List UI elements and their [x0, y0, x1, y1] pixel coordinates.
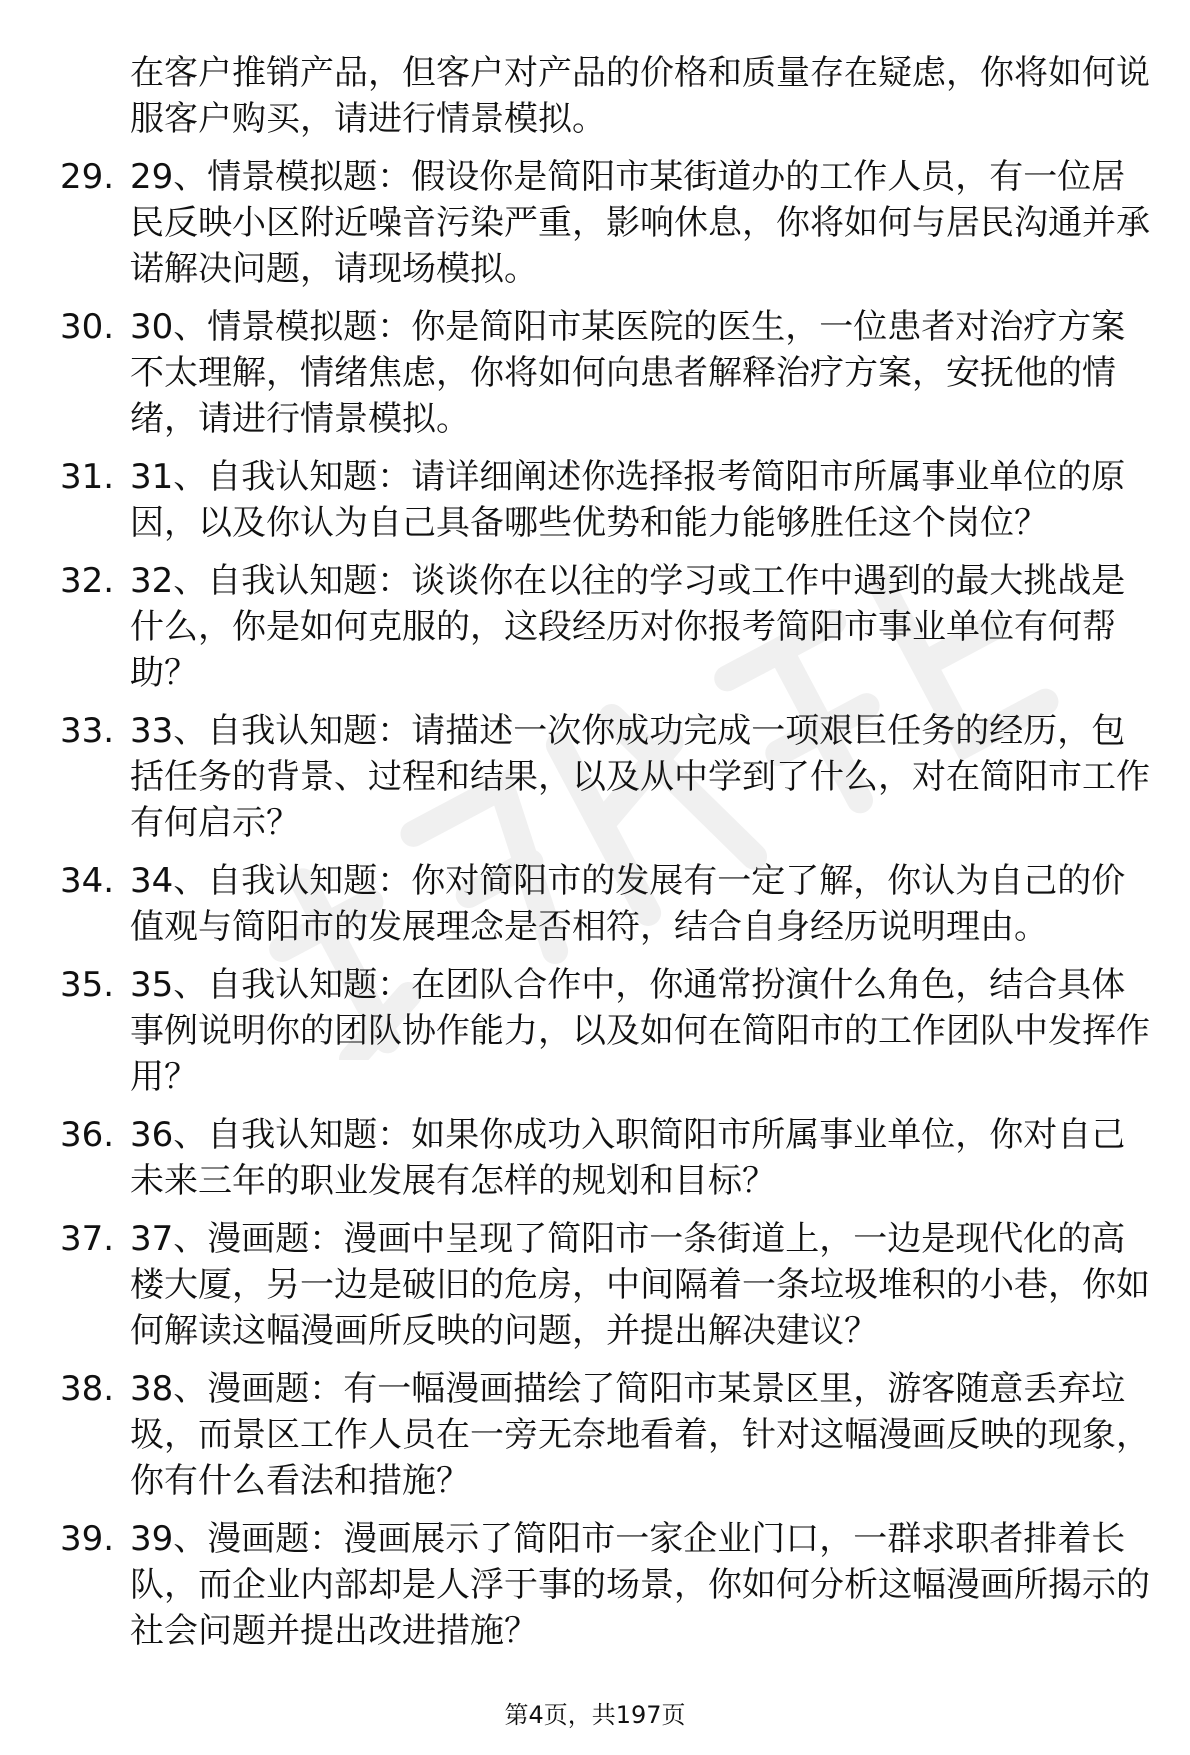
item-number: 39.: [60, 1519, 115, 1559]
list-item: [60, 1112, 1155, 1204]
list-item: [60, 1216, 1155, 1354]
item-text: 33、自我认知题：请描述一次你成功完成一项艰巨任务的经历，包括任务的背景、过程和结果，以及从中学到了什么，对在简阳市工作有何启示？: [130, 711, 1150, 843]
list-item: [60, 558, 1155, 696]
list-item: [60, 454, 1155, 546]
item-text: 31、自我认知题：请详细阐述你选择报考简阳市所属事业单位的原因，以及你认为自己具备哪些优势和能力能够胜任这个岗位？: [130, 457, 1126, 543]
item-number: 37.: [60, 1219, 115, 1259]
continued-question-text: 在客户推销产品，但客户对产品的价格和质量存在疑虑，你将如何说服客户购买，请进行情景模拟。: [130, 53, 1150, 139]
item-number: 35.: [60, 965, 115, 1005]
item-text: 39、漫画题：漫画展示了简阳市一家企业门口，一群求职者排着长队，而企业内部却是人浮于事的场景，你如何分析这幅漫画所揭示的社会问题并提出改进措施？: [130, 1519, 1150, 1651]
list-item: [60, 858, 1155, 950]
item-text: 34、自我认知题：你对简阳市的发展有一定了解，你认为自己的价值观与简阳市的发展理念是否相符，结合自身经历说明理由。: [130, 861, 1126, 947]
item-number: 33.: [60, 711, 115, 751]
item-text: 38、漫画题：有一幅漫画描绘了简阳市某景区里，游客随意丢弃垃圾，而景区工作人员在一旁无奈地看着，针对这幅漫画反映的现象，你有什么看法和措施？: [130, 1369, 1150, 1501]
item-number: 38.: [60, 1369, 115, 1409]
item-number: 32.: [60, 561, 115, 601]
item-number: 34.: [60, 861, 115, 901]
question-list: [60, 50, 1155, 1654]
item-number: 30.: [60, 307, 115, 347]
list-item: [60, 154, 1155, 292]
item-text: 29、情景模拟题：假设你是简阳市某街道办的工作人员，有一位居民反映小区附近噪音污染严重，影响休息，你将如何与居民沟通并承诺解决问题，请现场模拟。: [130, 157, 1150, 289]
item-text: 32、自我认知题：谈谈你在以往的学习或工作中遇到的最大挑战是什么，你是如何克服的，这段经历对你报考简阳市事业单位有何帮助？: [130, 561, 1126, 693]
list-item: [60, 304, 1155, 442]
list-item: [60, 708, 1155, 846]
list-item-continued: [60, 50, 1155, 142]
list-item: [60, 962, 1155, 1100]
item-number: 31.: [60, 457, 115, 497]
list-item: [60, 1516, 1155, 1654]
item-number: 29.: [60, 157, 115, 197]
item-number: 36.: [60, 1115, 115, 1155]
page-footer: 第4页，共197页: [504, 1701, 686, 1729]
item-text: 36、自我认知题：如果你成功入职简阳市所属事业单位，你对自己未来三年的职业发展有怎样的规划和目标？: [130, 1115, 1126, 1201]
list-item: [60, 1366, 1155, 1504]
item-text: 30、情景模拟题：你是简阳市某医院的医生，一位患者对治疗方案不太理解，情绪焦虑，你将如何向患者解释治疗方案，安抚他的情绪，请进行情景模拟。: [130, 307, 1126, 439]
item-text: 35、自我认知题：在团队合作中，你通常扮演什么角色，结合具体事例说明你的团队协作能力，以及如何在简阳市的工作团队中发挥作用？: [130, 965, 1150, 1097]
item-text: 37、漫画题：漫画中呈现了简阳市一条街道上，一边是现代化的高楼大厦，另一边是破旧的危房，中间隔着一条垃圾堆积的小巷，你如何解读这幅漫画所反映的问题，并提出解决建议？: [130, 1219, 1150, 1351]
